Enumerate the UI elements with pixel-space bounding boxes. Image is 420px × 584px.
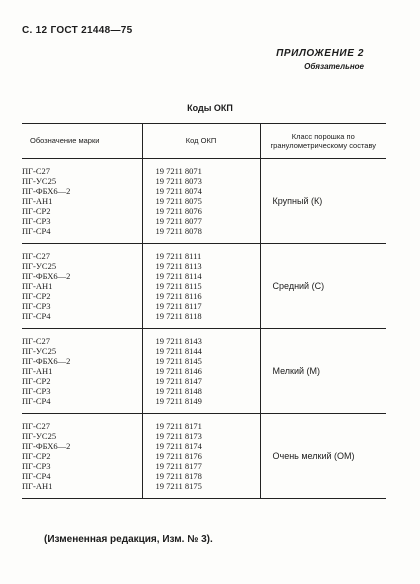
code-cell: 19 7211 8075 — [155, 196, 202, 206]
mark-cell: ПГ-СР4 — [22, 311, 51, 321]
mark-cell: ПГ-СР3 — [22, 301, 51, 311]
mark-cell: ПГ-ФБХ6—2 — [22, 356, 71, 366]
code-cell: 19 7211 8176 — [155, 451, 202, 461]
code-cell: 19 7211 8116 — [155, 291, 202, 301]
code-cell: 19 7211 8113 — [155, 261, 202, 271]
mark-cell: ПГ-С27 — [22, 166, 51, 176]
code-cell: 19 7211 8078 — [155, 226, 202, 236]
code-cell: 19 7211 8074 — [155, 186, 202, 196]
mark-list — [22, 329, 142, 414]
code-cell: 19 7211 8115 — [155, 281, 202, 291]
class-cell: Средний (С) — [260, 244, 386, 329]
mark-cell: ПГ-СР3 — [22, 461, 51, 471]
table-title: Коды ОКП — [187, 103, 233, 113]
mark-cell: ПГ-ФБХ6—2 — [22, 271, 71, 281]
mark-cell: ПГ-С27 — [22, 251, 51, 261]
table-row-group-medium — [22, 244, 386, 329]
code-cell: 19 7211 8144 — [155, 346, 202, 356]
mark-cell: ПГ-СР4 — [22, 396, 51, 406]
mark-cell: ПГ-СР4 — [22, 226, 51, 236]
code-cell: 19 7211 8149 — [155, 396, 202, 406]
code-cell: 19 7211 8173 — [155, 431, 202, 441]
code-cell: 19 7211 8073 — [155, 176, 202, 186]
mark-cell: ПГ-АН1 — [22, 196, 53, 206]
mark-cell: ПГ-УС25 — [22, 346, 57, 356]
mark-cell: ПГ-СР4 — [22, 471, 51, 481]
mark-cell: ПГ-СР2 — [22, 451, 51, 461]
code-list — [142, 244, 260, 329]
mark-cell: ПГ-С27 — [22, 421, 51, 431]
mark-cell: ПГ-АН1 — [22, 281, 53, 291]
code-cell: 19 7211 8146 — [155, 366, 202, 376]
code-cell: 19 7211 8077 — [155, 216, 202, 226]
page-header: С. 12 ГОСТ 21448—75 — [22, 25, 133, 36]
mark-cell: ПГ-СР3 — [22, 216, 51, 226]
mark-cell: ПГ-СР2 — [22, 376, 51, 386]
code-cell: 19 7211 8143 — [155, 336, 202, 346]
mark-cell: ПГ-ФБХ6—2 — [22, 186, 71, 196]
mark-cell: ПГ-С27 — [22, 336, 51, 346]
header-code: Код ОКП — [142, 124, 260, 159]
mark-list — [22, 244, 142, 329]
code-list — [142, 159, 260, 244]
class-cell: Очень мелкий (ОМ) — [260, 414, 386, 499]
table-header-row — [22, 124, 386, 159]
table-row-group-fine — [22, 329, 386, 414]
code-cell: 19 7211 8145 — [155, 356, 202, 366]
code-cell: 19 7211 8117 — [155, 301, 202, 311]
table-row-group-very-fine — [22, 414, 386, 499]
code-cell: 19 7211 8118 — [155, 311, 202, 321]
code-cell: 19 7211 8148 — [155, 386, 202, 396]
code-cell: 19 7211 8174 — [155, 441, 202, 451]
mark-cell: ПГ-СР3 — [22, 386, 51, 396]
table-row-group-coarse — [22, 159, 386, 244]
class-cell: Мелкий (М) — [260, 329, 386, 414]
header-mark: Обозначение марки — [22, 124, 142, 159]
code-cell: 19 7211 8111 — [155, 251, 202, 261]
code-cell: 19 7211 8114 — [155, 271, 202, 281]
okp-codes-table — [22, 123, 386, 499]
header-class: Класс порошка по гранулометрическому составу — [260, 124, 386, 159]
appendix-label — [276, 48, 364, 71]
class-cell: Крупный (К) — [260, 159, 386, 244]
code-cell: 19 7211 8171 — [155, 421, 202, 431]
appendix-title: ПРИЛОЖЕНИЕ 2 — [276, 48, 364, 59]
code-cell: 19 7211 8076 — [155, 206, 202, 216]
code-cell: 19 7211 8147 — [155, 376, 202, 386]
mark-cell: ПГ-ФБХ6—2 — [22, 441, 71, 451]
mark-cell: ПГ-СР2 — [22, 291, 51, 301]
mark-cell: ПГ-СР2 — [22, 206, 51, 216]
mark-cell: ПГ-АН1 — [22, 366, 53, 376]
amendment-note: (Измененная редакция, Изм. № 3). — [44, 534, 213, 545]
code-list — [142, 329, 260, 414]
mark-cell: ПГ-УС25 — [22, 261, 57, 271]
mark-cell: ПГ-АН1 — [22, 481, 53, 491]
code-list — [142, 414, 260, 499]
code-cell: 19 7211 8178 — [155, 471, 202, 481]
mark-list — [22, 159, 142, 244]
mark-cell: ПГ-УС25 — [22, 176, 57, 186]
appendix-status: Обязательное — [304, 62, 364, 71]
code-cell: 19 7211 8175 — [155, 481, 202, 491]
code-cell: 19 7211 8177 — [155, 461, 202, 471]
mark-cell: ПГ-УС25 — [22, 431, 57, 441]
mark-list — [22, 414, 142, 499]
code-cell: 19 7211 8071 — [155, 166, 202, 176]
